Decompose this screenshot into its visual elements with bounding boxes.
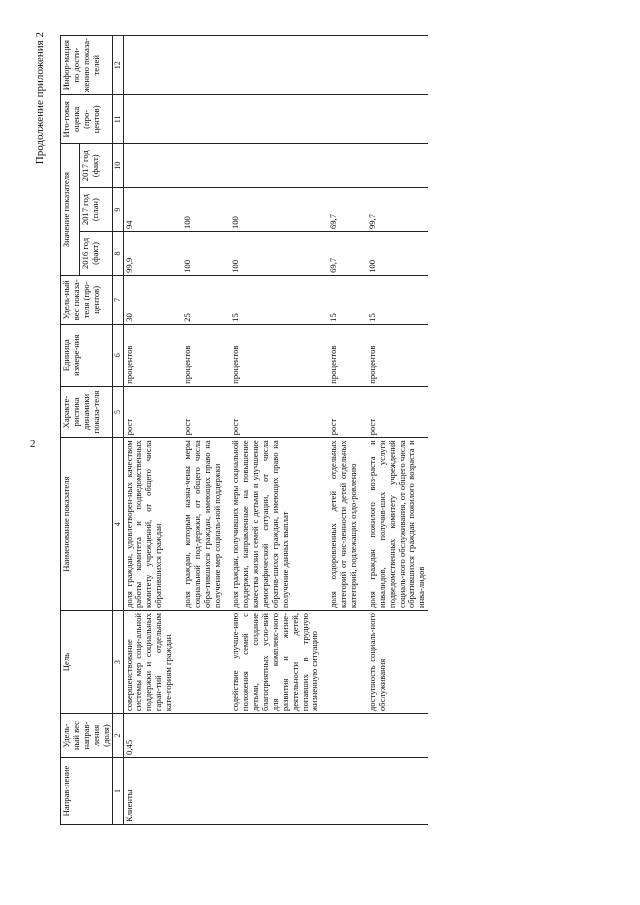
indicator-name-cell: доля граждан, удовлетворен-ных качеством работы комитета и подведомственных комитету учреждений, от общего числа обратившихся граждан [123, 438, 175, 611]
unit-cell: процентов [123, 324, 175, 386]
continuation-title: Продолжение приложения 2 [34, 32, 46, 165]
unit-cell: процентов [223, 324, 321, 386]
col-number: 8 [113, 232, 123, 276]
indicator-weight-cell: 15 [321, 275, 360, 324]
value-2016-cell: 100 [175, 232, 224, 276]
unit-cell: процентов [175, 324, 224, 386]
table-row [123, 36, 175, 825]
goal-cell: доступность социаль-ного обслуживания [360, 611, 428, 714]
col-number: 9 [113, 188, 123, 232]
goal-cell [321, 611, 360, 714]
direction-cell [175, 757, 224, 824]
final-score-cell [123, 95, 175, 144]
header-direction-weight: Удель-ный вес направ-ления (доля) [61, 714, 113, 758]
header-info: Инфор-мация по дости-жению показа-телей [61, 36, 113, 95]
info-cell [123, 36, 175, 95]
dynamics-cell: рост [123, 386, 175, 438]
header-final-score: Ито-говая оценка (про-центов) [61, 95, 113, 144]
final-score-cell [360, 95, 428, 144]
direction-weight-cell [175, 714, 224, 758]
value-2016-cell: 99,9 [123, 232, 175, 276]
header-direction: Направ-ление [61, 757, 113, 824]
indicator-weight-cell: 25 [175, 275, 224, 324]
value-2017-fact-cell [223, 144, 321, 188]
value-2016-cell: 100 [360, 232, 428, 276]
header-2017-plan: 2017 год (план) [79, 188, 112, 232]
value-2017-plan-cell: 100 [175, 188, 224, 232]
col-number: 12 [113, 36, 123, 95]
col-number: 1 [113, 757, 123, 824]
dynamics-cell: рост [321, 386, 360, 438]
direction-cell [223, 757, 321, 824]
direction-cell [321, 757, 360, 824]
header-unit: Единица измере-ния [61, 324, 113, 386]
header-dynamics: Характе-ристика динамики показа-теля [61, 386, 113, 438]
direction-weight-cell [223, 714, 321, 758]
value-2016-cell: 100 [223, 232, 321, 276]
indicator-weight-cell: 15 [360, 275, 428, 324]
page-number: 2 [30, 438, 36, 450]
goal-cell: содействие улучше-нию положения семей с детьми, создание благоприятных усло-вий для комплекс-ного развития и жизне-деятельности детей, попавших в трудную жизненную ситуацию [223, 611, 321, 714]
header-indicator-weight: Удель-ный вес показа-теля (про-центов) [61, 275, 113, 324]
header-indicator-name: Наименование показателя [61, 438, 113, 611]
info-cell [321, 36, 360, 95]
value-2017-plan-cell: 100 [223, 188, 321, 232]
unit-cell: процентов [360, 324, 428, 386]
header-2016-fact: 2016 год (факт) [79, 232, 112, 276]
table-row [360, 36, 428, 825]
value-2017-plan-cell: 99,7 [360, 188, 428, 232]
indicators-table [60, 35, 428, 825]
value-2017-fact-cell [321, 144, 360, 188]
direction-weight-cell [321, 714, 360, 758]
col-number: 4 [113, 438, 123, 611]
direction-cell: Клиенты [123, 757, 175, 824]
table-row [321, 36, 360, 825]
indicator-weight-cell: 15 [223, 275, 321, 324]
final-score-cell [321, 95, 360, 144]
column-number-row [113, 36, 123, 825]
dynamics-cell: рост [360, 386, 428, 438]
table-row [175, 36, 224, 825]
col-number: 11 [113, 95, 123, 144]
info-cell [223, 36, 321, 95]
indicator-name-cell: доля оздоровленных детей отдельных категорий от чис-ленности детей отдельных категорий, подлежащих оздо-ровлению [321, 438, 360, 611]
info-cell [175, 36, 224, 95]
indicator-name-cell: доля граждан пожилого воз-раста и инвалидов, получив-ших услуги подведомственных комитету учреждений социаль-ного обслуживания, от общего числа обратившихся граждан пожилого возраста и инва-лидов [360, 438, 428, 611]
header-row [61, 36, 80, 825]
info-cell [360, 36, 428, 95]
indicator-name-cell: доля граждан, которым назна-чены меры социальной под-держки, от общего числа обра-тившихся граждан, имеющих право на получение мер социаль-ной поддержки [175, 438, 224, 611]
col-number: 7 [113, 275, 123, 324]
dynamics-cell: рост [223, 386, 321, 438]
col-number: 5 [113, 386, 123, 438]
header-values-group: Значение показателя [61, 144, 80, 276]
value-2017-fact-cell [360, 144, 428, 188]
value-2016-cell: 69,7 [321, 232, 360, 276]
goal-cell [175, 611, 224, 714]
col-number: 10 [113, 144, 123, 188]
unit-cell: процентов [321, 324, 360, 386]
indicator-weight-cell: 30 [123, 275, 175, 324]
direction-weight-cell: 0,45 [123, 714, 175, 758]
direction-weight-cell [360, 714, 428, 758]
col-number: 6 [113, 324, 123, 386]
final-score-cell [223, 95, 321, 144]
header-2017-fact: 2017 год (факт) [79, 144, 112, 188]
goal-cell: совершенствование системы мер соци-альной поддержки и социальных гаран-тий отдельным кате-гориям граждан [123, 611, 175, 714]
table-row [223, 36, 321, 825]
dynamics-cell: рост [175, 386, 224, 438]
indicator-name-cell: доля граждан, получивших меры социальной поддержки, направленные на повышение качества жизни семей с детьми и улучшение демографической ситуации, от числа обратив-шихся граждан, имеющих право на получение данных выплат [223, 438, 321, 611]
value-2017-fact-cell [175, 144, 224, 188]
direction-cell [360, 757, 428, 824]
col-number: 3 [113, 611, 123, 714]
value-2017-plan-cell: 94 [123, 188, 175, 232]
value-2017-plan-cell: 69,7 [321, 188, 360, 232]
header-goal: Цель [61, 611, 113, 714]
value-2017-fact-cell [123, 144, 175, 188]
col-number: 2 [113, 714, 123, 758]
final-score-cell [175, 95, 224, 144]
